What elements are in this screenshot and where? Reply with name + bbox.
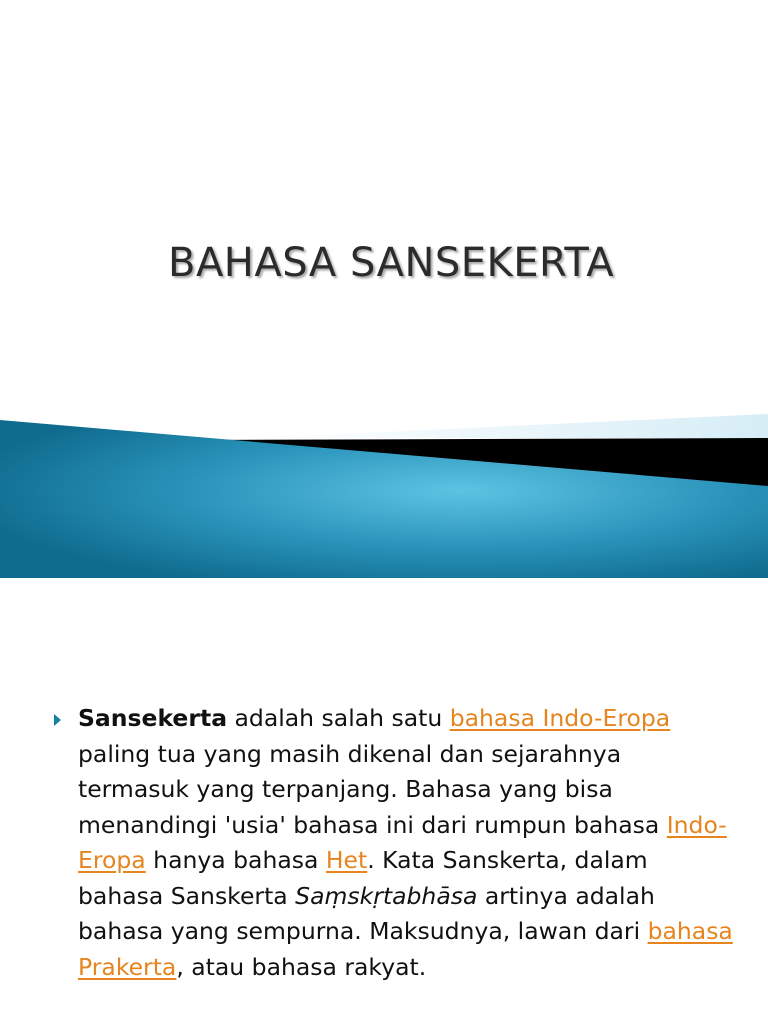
text-segment: hanya bahasa	[145, 846, 326, 874]
text-segment: artinya adalah bahasa yang sempurna. Maksudnya, lawan dari	[78, 881, 655, 945]
text-segment: adalah salah satu	[227, 704, 450, 732]
link-het[interactable]: Het	[325, 846, 368, 874]
text-segment: paling tua yang masih dikenal dan sejarahnya termasuk yang terpanjang. Bahasa yang bisa menandingi 'usia' bahasa ini dari rumpun bahasa	[78, 739, 667, 839]
triangle-bullet-icon	[54, 714, 61, 726]
term-samskrtabhasa: Saṃskṛtabhāsa	[295, 881, 478, 910]
decorative-banner	[0, 400, 768, 580]
banner-pale-band	[255, 414, 768, 438]
slide-title: BAHASA SANSEKERTA	[168, 240, 615, 286]
text-segment: , atau bahasa rakyat.	[176, 952, 427, 981]
bullet-paragraph	[78, 701, 734, 985]
link-indo-eropa[interactable]: Indo-Eropa	[78, 810, 727, 874]
link-bahasa-indo-eropa[interactable]: bahasa Indo-Eropa	[449, 704, 671, 732]
bullet-list-item	[54, 701, 734, 985]
text-segment: . Kata Sanskerta, dalam bahasa Sanskerta	[78, 846, 648, 910]
link-bahasa-prakerta[interactable]: bahasa Prakerta	[78, 917, 733, 981]
term-sansekerta: Sansekerta	[78, 704, 228, 732]
